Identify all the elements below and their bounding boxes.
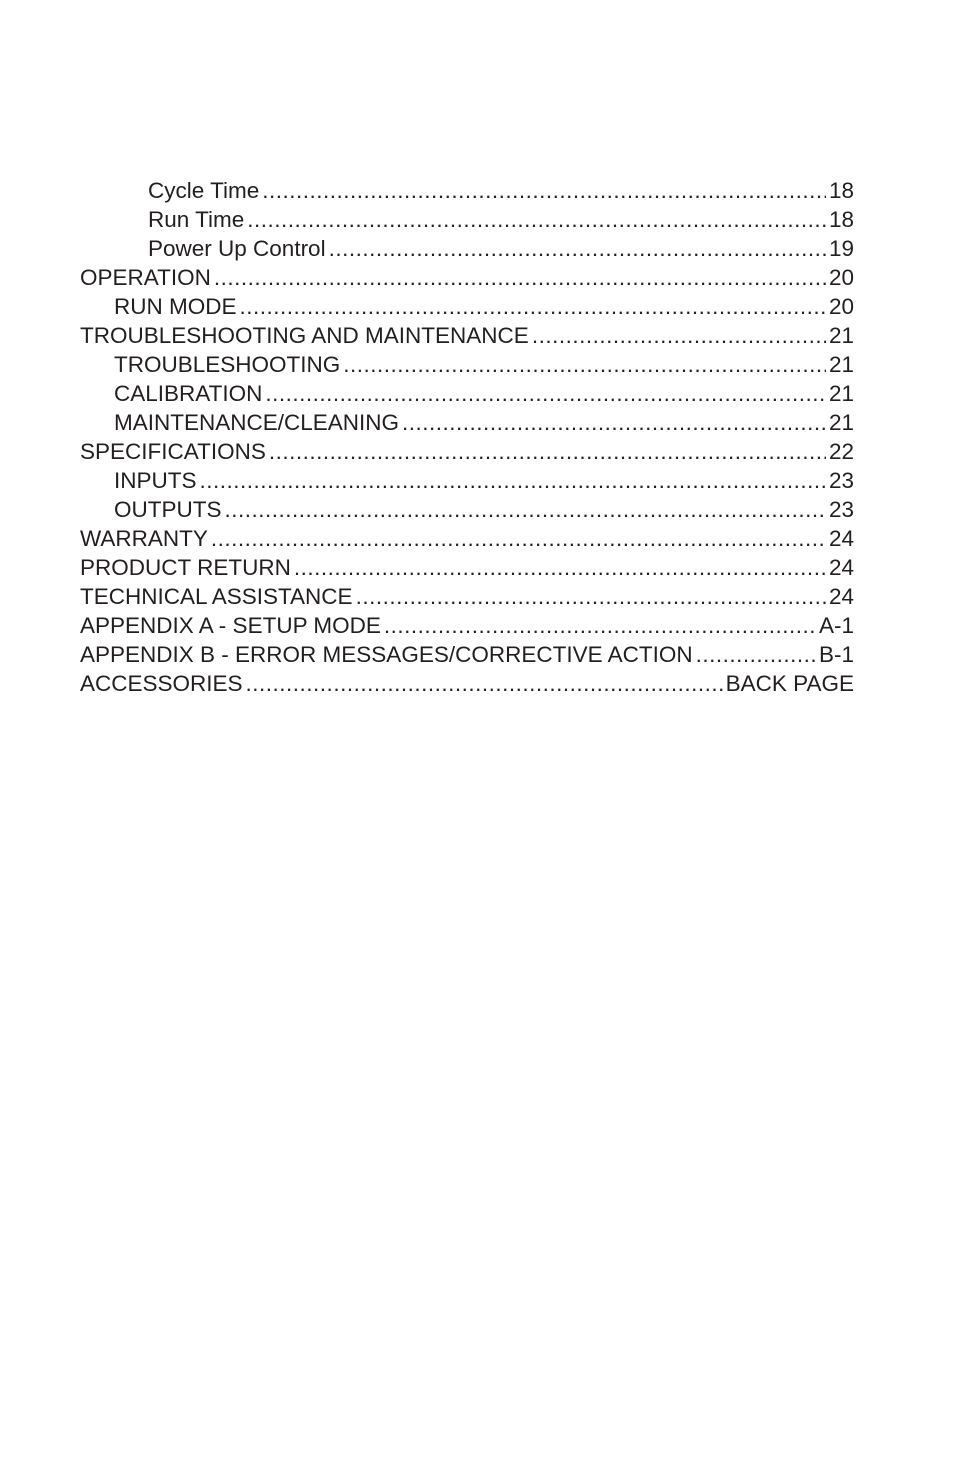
toc-entry-page: 18 xyxy=(828,178,854,203)
toc-entry-page: 20 xyxy=(828,294,854,319)
toc-entry-title: APPENDIX A - SETUP MODE xyxy=(80,613,381,638)
toc-entry[interactable] xyxy=(80,379,854,408)
dot-leader xyxy=(356,582,826,611)
toc-entry-title: Cycle Time xyxy=(148,178,260,203)
dot-leader xyxy=(214,263,826,292)
toc-entry[interactable] xyxy=(80,524,854,553)
dot-leader xyxy=(247,205,826,234)
toc-entry-title: WARRANTY xyxy=(80,526,208,551)
dot-leader xyxy=(200,466,826,495)
toc-entry-title: Run Time xyxy=(148,207,245,232)
toc-entry[interactable] xyxy=(80,176,854,205)
toc-entry-title: APPENDIX B - ERROR MESSAGES/CORRECTIVE ACTION xyxy=(80,642,693,667)
toc-entry[interactable] xyxy=(80,640,854,669)
toc-entry[interactable] xyxy=(80,350,854,379)
dot-leader xyxy=(269,437,826,466)
toc-entry[interactable] xyxy=(80,553,854,582)
toc-entry-page: 23 xyxy=(828,497,854,522)
table-of-contents xyxy=(80,176,854,698)
dot-leader xyxy=(240,292,826,321)
toc-entry-title: TECHNICAL ASSISTANCE xyxy=(80,584,353,609)
dot-leader xyxy=(402,408,826,437)
toc-entry-title: ACCESSORIES xyxy=(80,671,243,696)
toc-entry[interactable] xyxy=(80,495,854,524)
toc-entry[interactable] xyxy=(80,408,854,437)
dot-leader xyxy=(225,495,826,524)
toc-entry-title: CALIBRATION xyxy=(114,381,263,406)
toc-entry-page: 21 xyxy=(828,323,854,348)
dot-leader xyxy=(532,321,826,350)
toc-entry-page: 24 xyxy=(828,526,854,551)
toc-entry-title: MAINTENANCE/CLEANING xyxy=(114,410,400,435)
toc-entry-page: BACK PAGE xyxy=(725,671,854,696)
toc-entry-title: OPERATION xyxy=(80,265,211,290)
dot-leader xyxy=(294,553,826,582)
toc-entry[interactable] xyxy=(80,466,854,495)
dot-leader xyxy=(246,669,723,698)
toc-entry-title: RUN MODE xyxy=(114,294,237,319)
toc-entry[interactable] xyxy=(80,321,854,350)
toc-entry-page: 23 xyxy=(828,468,854,493)
toc-entry-page: 21 xyxy=(828,410,854,435)
toc-entry[interactable] xyxy=(80,234,854,263)
toc-entry-page: 24 xyxy=(828,584,854,609)
dot-leader xyxy=(262,176,826,205)
toc-entry-title: SPECIFICATIONS xyxy=(80,439,266,464)
dot-leader xyxy=(343,350,826,379)
toc-entry-page: 20 xyxy=(828,265,854,290)
toc-entry-title: TROUBLESHOOTING AND MAINTENANCE xyxy=(80,323,529,348)
toc-entry-title: PRODUCT RETURN xyxy=(80,555,291,580)
toc-entry-page: 24 xyxy=(828,555,854,580)
toc-entry[interactable] xyxy=(80,437,854,466)
toc-entry[interactable] xyxy=(80,292,854,321)
toc-entry-page: 22 xyxy=(828,439,854,464)
dot-leader xyxy=(696,640,816,669)
toc-entry-page: A-1 xyxy=(818,613,854,638)
toc-entry[interactable] xyxy=(80,611,854,640)
dot-leader xyxy=(329,234,826,263)
toc-entry[interactable] xyxy=(80,669,854,698)
toc-entry[interactable] xyxy=(80,582,854,611)
dot-leader xyxy=(265,379,826,408)
toc-entry-title: TROUBLESHOOTING xyxy=(114,352,341,377)
toc-entry-title: OUTPUTS xyxy=(114,497,222,522)
toc-entry-page: 21 xyxy=(828,381,854,406)
dot-leader xyxy=(211,524,826,553)
toc-entry-page: 21 xyxy=(828,352,854,377)
toc-entry-page: B-1 xyxy=(818,642,854,667)
toc-entry-page: 18 xyxy=(828,207,854,232)
toc-entry-title: INPUTS xyxy=(114,468,197,493)
dot-leader xyxy=(384,611,816,640)
toc-entry[interactable] xyxy=(80,263,854,292)
toc-entry-title: Power Up Control xyxy=(148,236,326,261)
toc-entry-page: 19 xyxy=(828,236,854,261)
toc-entry[interactable] xyxy=(80,205,854,234)
